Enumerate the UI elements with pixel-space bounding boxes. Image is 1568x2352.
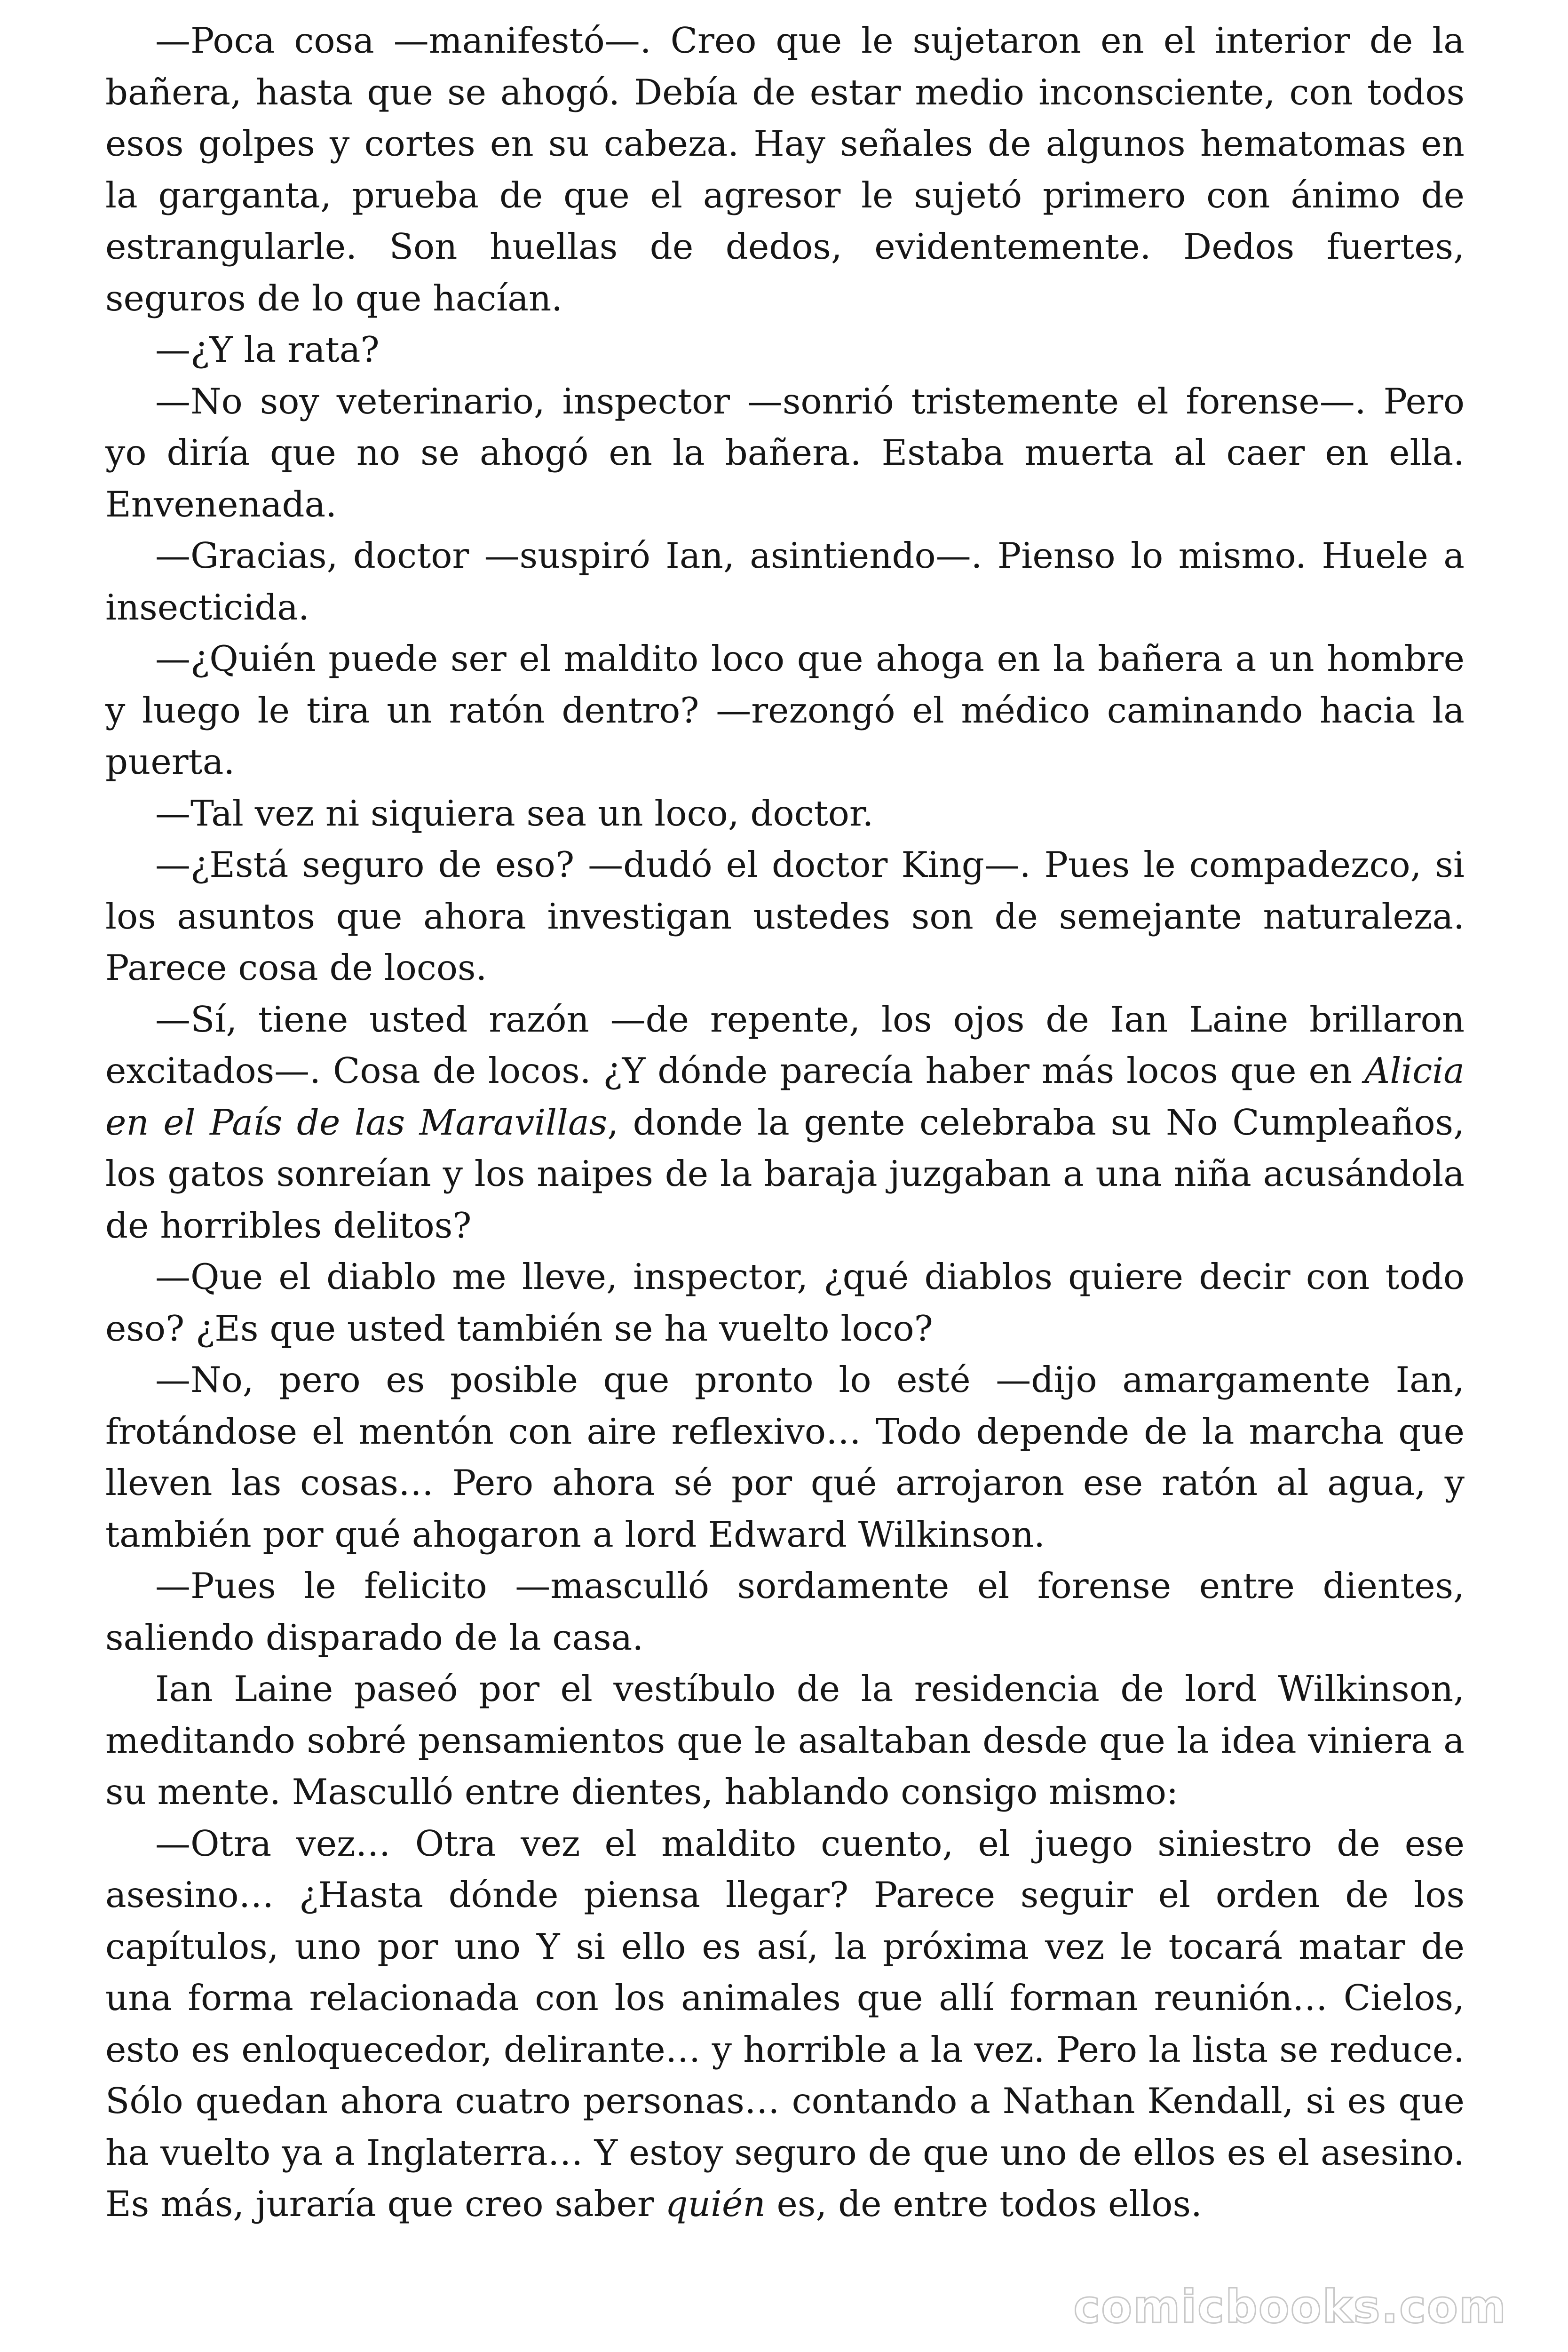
paragraph-text: —No soy veterinario, inspector —sonrió tristemente el forense—. Pero yo diría que no se ahogó en la bañera. Estaba muerta al caer en ella. Envenenada. xyxy=(105,380,1465,525)
paragraph-text: —Poca cosa —manifestó—. Creo que le sujetaron en el interior de la bañera, hasta que se ahogó. Debía de estar medio inconsciente, con todos esos golpes y cortes en su cabeza. Hay señales de algunos hematomas en la garganta, prueba de que el agresor le sujetó primero con ánimo de estrangularle. Son huellas de dedos, evidentemente. Dedos fuertes, seguros de lo que hacían. xyxy=(105,20,1465,319)
paragraph xyxy=(105,530,1465,633)
paragraph xyxy=(105,324,1465,376)
paragraph-text: —¿Y la rata? xyxy=(155,329,380,370)
paragraph xyxy=(105,1354,1465,1560)
paragraph xyxy=(105,15,1465,324)
paragraph-text: —Que el diablo me lleve, inspector, ¿qué diablos quiere decir con todo eso? ¿Es que usted también se ha vuelto loco? xyxy=(105,1256,1465,1349)
paragraph xyxy=(105,839,1465,994)
book-title-italic: Alicia en el País de las Maravillas xyxy=(105,1050,1465,1143)
paragraph-text: Ian Laine paseó por el vestíbulo de la residencia de lord Wilkinson, meditando sobré pensamientos que le asaltaban desde que la idea viniera a su mente. Masculló entre dientes, hablando consigo mismo: xyxy=(105,1668,1465,1812)
paragraph-text: —Otra vez… Otra vez el maldito cuento, el juego siniestro de ese asesino… ¿Hasta dónde piensa llegar? Parece seguir el orden de los capítulos, uno por uno Y si ello es así, la próxima vez le tocará matar de una forma relacionada con los animales que allí forman reunión… Cielos, esto es enloquecedor, delirante… y horrible a la vez. Pero la lista se reduce. Sólo quedan ahora cuatro personas… contando a Nathan Kendall, si es que ha vuelto ya a Inglaterra… Y estoy seguro de que uno de ellos es el asesino. Es más, juraría que creo saber xyxy=(105,1822,1465,2225)
paragraph-text: —No, pero es posible que pronto lo esté —dijo amargamente Ian, frotándose el mentón con aire reflexivo… Todo depende de la marcha que lleven las cosas… Pero ahora sé por qué arrojaron ese ratón al agua, y también por qué ahogaron a lord Edward Wilkinson. xyxy=(105,1359,1465,1555)
paragraph-text: —¿Está seguro de eso? —dudó el doctor King—. Pues le compadezco, si los asuntos que ahora investigan ustedes son de semejante naturaleza. Parece cosa de locos. xyxy=(105,844,1465,988)
paragraph-text: —Tal vez ni siquiera sea un loco, doctor. xyxy=(155,792,874,834)
paragraph xyxy=(105,1818,1465,2230)
watermark: comicbooks.com xyxy=(1073,2280,1507,2333)
paragraph-text: es, de entre todos ellos. xyxy=(765,2183,1202,2225)
paragraph xyxy=(105,633,1465,788)
paragraph xyxy=(105,1560,1465,1663)
emphasis-italic: quién xyxy=(665,2183,766,2225)
paragraph xyxy=(105,376,1465,531)
paragraph xyxy=(105,1251,1465,1354)
paragraph-text: —Pues le felicito —masculló sordamente el forense entre dientes, saliendo disparado de la casa. xyxy=(105,1565,1465,1658)
paragraph xyxy=(105,788,1465,840)
paragraph xyxy=(105,994,1465,1252)
book-page xyxy=(105,15,1465,2264)
paragraph-text: —¿Quién puede ser el maldito loco que ahoga en la bañera a un hombre y luego le tira un ratón dentro? —rezongó el médico caminando hacia la puerta. xyxy=(105,638,1465,782)
paragraph-text: —Gracias, doctor —suspiró Ian, asintiendo—. Pienso lo mismo. Huele a insecticida. xyxy=(105,535,1465,628)
paragraph xyxy=(105,1663,1465,1818)
paragraph-text: , donde la gente celebraba su No Cumpleaños, los gatos sonreían y los naipes de la baraja juzgaban a una niña acusándola de horribles delitos? xyxy=(105,1101,1465,1246)
paragraph-text: —Sí, tiene usted razón —de repente, los ojos de Ian Laine brillaron excitados—. Cosa de locos. ¿Y dónde parecía haber más locos que en xyxy=(105,998,1465,1091)
